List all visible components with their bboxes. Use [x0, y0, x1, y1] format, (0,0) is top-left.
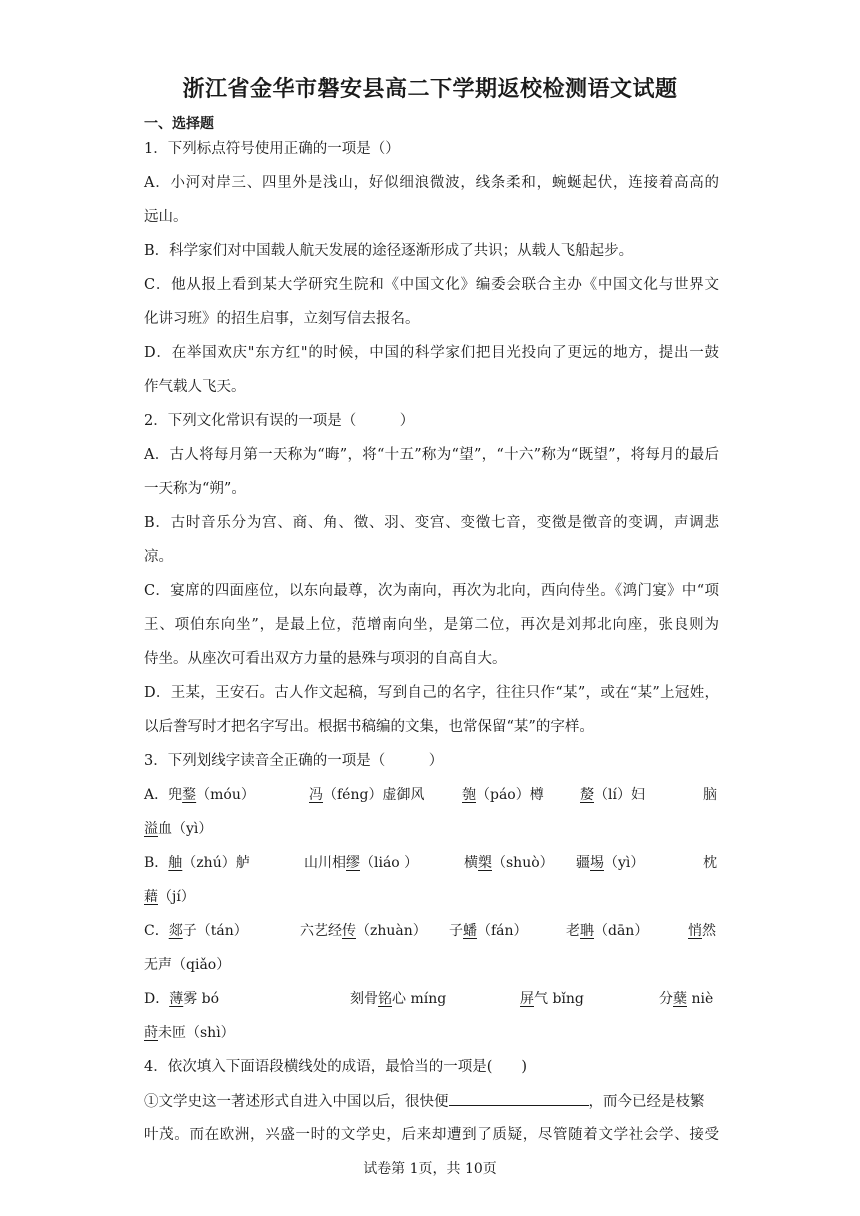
q3-c-item4-reading: （dān） — [594, 923, 649, 939]
exam-title: 浙江省金华市磐安县高二下学期返校检测语文试题 — [182, 77, 678, 102]
q1-option-b: B．科学家们对中国载人航天发展的途径逐渐形成了共识；从载人飞船起步。 — [144, 243, 634, 259]
q3-a-item2-underlined: 冯 — [309, 787, 323, 803]
q3-b-line2-reading: （jí） — [158, 889, 195, 905]
q3-d-item4-underlined: 蘖 — [673, 991, 687, 1007]
q3-b-item2-prefix: 山川相 — [304, 855, 346, 871]
q2-option-b-line2: 凉。 — [144, 549, 173, 565]
q3-b-line2-underlined: 藉 — [144, 889, 158, 905]
q3-option-d-line2 — [144, 1023, 719, 1043]
q3-b-item3-reading: （shuò） — [492, 855, 554, 871]
q3-b-item3-underlined: 槊 — [478, 855, 492, 871]
q3-d-item2-underlined: 铭 — [378, 991, 392, 1007]
q2-option-c-line3: 侍坐。从座次可看出双方力量的悬殊与项羽的自高自大。 — [144, 651, 507, 667]
q3-b-item4-reading: （yì） — [604, 855, 645, 871]
q3-c-item2-reading: （zhuàn） — [356, 923, 427, 939]
q3-b-item1-reading: （zhú）舻 — [182, 855, 250, 871]
q3-a-item5-start: 脑 — [703, 787, 717, 803]
q3-c-label: C． — [144, 923, 169, 939]
q1-option-a-line2: 远山。 — [144, 209, 188, 225]
q3-c-item2-underlined: 传 — [342, 923, 356, 939]
q1-option-a-line1: A．小河对岸三、四里外是浅山，好似细浪微波，线条柔和，蜿蜒起伏，连接着高高的 — [144, 175, 719, 191]
q3-c-item5-rest: 然 — [702, 923, 716, 939]
q3-a-item2-reading: （féng）虚御风 — [323, 787, 425, 803]
q3-d-item1-underlined: 薄 — [169, 991, 184, 1007]
q1-option-c-line2: 化讲习班》的招生启事，立刻写信去报名。 — [144, 311, 420, 327]
q3-d-item2-prefix: 刻骨 — [350, 991, 378, 1007]
q4-passage-part2: ，而今已经是枝繁 — [588, 1094, 705, 1110]
q3-a-item4-reading: （lí）妇 — [594, 787, 645, 803]
q3-c-item4-underlined: 聃 — [580, 923, 594, 939]
q4-passage-part1: ①文学史这一著述形式自进入中国以后，很快便 — [144, 1094, 449, 1110]
q4-passage-line2: 叶茂。而在欧洲，兴盛一时的文学史，后来却遭到了质疑，尽管随着文学社会学、接受 — [144, 1127, 719, 1143]
q3-option-c-line2: 无声（qiǎo） — [144, 957, 231, 973]
q3-b-item1-underlined: 舳 — [168, 855, 183, 871]
q3-b-item5-start: 枕 — [703, 855, 717, 871]
q3-a-line2-underlined: 溢 — [144, 821, 158, 837]
q2-option-c-line2: 王、项伯东向坐”，是最上位，范增南向坐，是第二位，再次是刘邦北向座，张良则为 — [144, 617, 719, 633]
q2-option-a-line1: A．古人将每月第一天称为“晦”，将“十五”称为“望”，“十六”称为“既望”，将每月的最后 — [144, 447, 719, 463]
q3-b-item2-reading: （liáo ） — [360, 855, 419, 871]
q4-passage-line1 — [144, 1091, 719, 1112]
q3-c-item4-prefix: 老 — [566, 923, 580, 939]
q3-d-item3-underlined: 屏 — [520, 991, 534, 1007]
q3-d-line2-reading: 未匝（shì） — [158, 1025, 235, 1041]
q3-a-item3-reading: （páo）樽 — [476, 787, 544, 803]
q3-b-item4-underlined: 埸 — [590, 855, 604, 871]
q3-b-item3-prefix: 横 — [464, 855, 478, 871]
q3-d-item3-reading: 气 bǐng — [534, 991, 584, 1007]
q3-c-item3-underlined: 蟠 — [463, 923, 477, 939]
q3-stem: 3．下列划线字读音全正确的一项是（ ） — [144, 753, 444, 769]
q3-d-label: D． — [144, 991, 170, 1007]
q3-c-item1-reading: 子（tán） — [182, 923, 248, 939]
q3-d-item4-reading: niè — [687, 991, 714, 1007]
q3-d-item1-reading: 雾 bó — [183, 991, 220, 1007]
q3-b-item4-prefix: 疆 — [576, 855, 590, 871]
q3-option-b-line2 — [144, 887, 719, 907]
q3-c-item3-reading: （fán） — [477, 923, 528, 939]
q3-c-item2-prefix: 六艺经 — [300, 923, 342, 939]
q2-option-a-line2: 一天称为“朔”。 — [144, 481, 246, 497]
q4-fill-blank — [449, 1091, 589, 1106]
q3-b-label: B． — [144, 855, 169, 871]
q2-option-c-line1: C．宴席的四面座位，以东向最尊，次为南向，再次为北向，西向侍坐。《鸿门宴》中“项 — [144, 583, 719, 599]
q2-option-d-line2: 以后誊写时才把名字写出。根据书稿编的文集，也常保留“某”的字样。 — [144, 719, 594, 735]
q3-d-line2-underlined: 莳 — [144, 1025, 158, 1041]
q3-c-item1-underlined: 郯 — [168, 923, 183, 939]
q1-stem: 1．下列标点符号使用正确的一项是（） — [144, 141, 400, 157]
q3-c-item5-underlined: 悄 — [688, 923, 702, 939]
q3-a-item4-underlined: 嫠 — [580, 787, 594, 803]
page-footer: 试卷第 1页，共 10页 — [363, 1161, 497, 1177]
q3-d-item2-reading: 心 míng — [392, 991, 447, 1007]
q4-stem: 4．依次填入下面语段横线处的成语，最恰当的一项是( ) — [144, 1059, 528, 1075]
q1-option-d-line1: D．在举国欢庆"东方红"的时候，中国的科学家们把目光投向了更远的地方，提出一鼓 — [144, 345, 719, 361]
section-heading: 一、选择题 — [144, 116, 214, 132]
q2-option-b-line1: B．古时音乐分为宫、商、角、徵、羽、变宫、变徵七音，变徵是徵音的变调，声调悲 — [144, 515, 719, 531]
q3-a-item1-reading: （móu） — [196, 787, 255, 803]
q3-d-item4-prefix: 分 — [659, 991, 673, 1007]
q2-option-d-line1: D．王某，王安石。古人作文起稿，写到自己的名字，往往只作“某”，或在“某”上冠姓， — [144, 685, 719, 701]
q3-b-item2-underlined: 缪 — [346, 855, 360, 871]
q3-c-item3-prefix: 子 — [449, 923, 463, 939]
q3-a-line2-reading: 血（yì） — [158, 821, 213, 837]
q3-option-a-line2 — [144, 819, 719, 839]
q3-a-label: A．兜 — [144, 787, 183, 803]
q1-option-d-line2: 作气载人飞天。 — [144, 379, 246, 395]
q3-a-item1-underlined: 鍪 — [182, 787, 197, 803]
q2-stem: 2．下列文化常识有误的一项是（ ） — [144, 413, 415, 429]
q3-a-item3-underlined: 匏 — [462, 787, 476, 803]
q1-option-c-line1: C．他从报上看到某大学研究生院和《中国文化》编委会联合主办《中国文化与世界文 — [144, 277, 719, 293]
